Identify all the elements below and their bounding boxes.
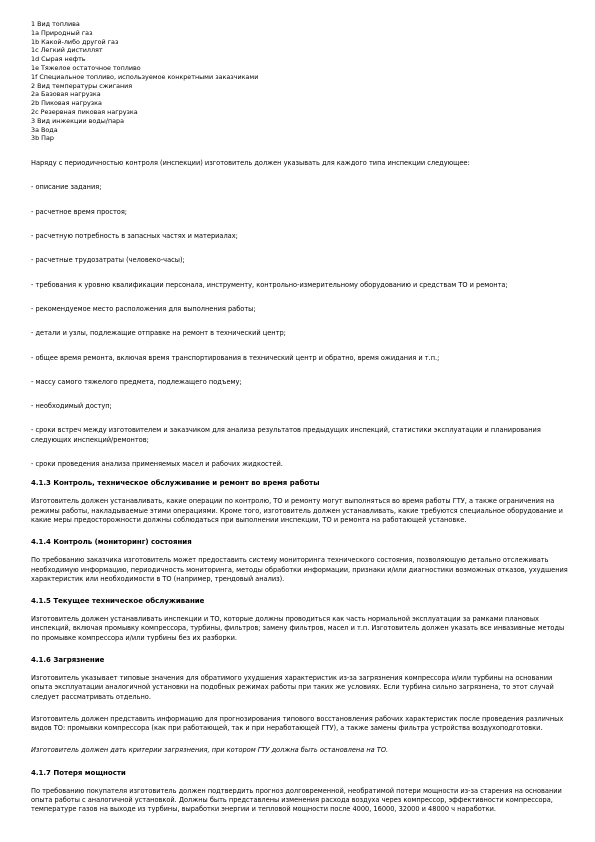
list-item: 2c Резервная пиковая нагрузка — [31, 107, 138, 116]
fuel-type-list — [31, 20, 571, 143]
section-heading: 4.1.5 Текущее техническое обслуживание — [31, 597, 205, 606]
section-paragraph: Изготовитель должен устанавливать инспекции и ТО, которые должны проводиться как часть нормальной эксплуатации за рамками плановых инспекций, включая промывку компрессора, турбины, фильтров; замену фильтров, масел и т.п. Изготовитель должен указать все инвазивные методы по промывке компрессора и/или турбины без их разборки. — [31, 615, 565, 642]
list-item: 3a Вода — [31, 125, 58, 134]
list-item: 2 Вид температуры сжигания — [31, 81, 133, 90]
bullet-item: - детали и узлы, подлежащие отправке на ремонт в технический центр; — [31, 329, 286, 338]
list-item: 1d Сырая нефть — [31, 55, 86, 64]
section-4-1-7 — [31, 769, 571, 815]
intro-paragraph: Наряду с периодичностью контроля (инспекции) изготовитель должен указывать для каждого типа инспекции следующее: — [31, 159, 470, 168]
bullet-item: - массу самого тяжелого предмета, подлежащего подъему; — [31, 377, 242, 386]
section-paragraph: Изготовитель указывает типовые значения для обратимого ухудшения характеристик из-за загрязнения компрессора и/или турбины на основании опыта эксплуатации аналогичной установки на подобных режимах работы при таких же условиях. Если турбина сильно загрязнена, то этот случай следует рассматривать отдельно. — [31, 673, 554, 701]
document-page — [31, 20, 571, 828]
section-4-1-6 — [31, 656, 571, 756]
bullet-item: - сроки проведения анализа применяемых масел и рабочих жидкостей. — [31, 460, 283, 469]
list-item: 2a Базовая нагрузка — [31, 90, 101, 99]
section-paragraph: Изготовитель должен устанавливать, какие операции по контролю, ТО и ремонту могут выполняться во время работы ГТУ, а также ограничения на режимы работы, накладываемые этими операциями. Кроме того, изготовитель должен устанавливать, какие требуются специальное оборудование и какие меры предосторожности должны соблюдаться при выполнении инспекции, ТО и ремонта на работающей установке. — [31, 497, 563, 524]
list-item: 2b Пиковая нагрузка — [31, 99, 102, 108]
section-italic-note: Изготовитель должен дать критерии загрязнения, при котором ГТУ должна быть остановлена на ТО. — [31, 746, 389, 755]
list-item: 1а Природный газ — [31, 28, 93, 37]
section-heading: 4.1.3 Контроль, техническое обслуживание и ремонт во время работы — [31, 479, 320, 488]
list-item: 1e Тяжелое остаточное топливо — [31, 63, 141, 72]
section-paragraph: Изготовитель должен представить информацию для прогнозирования типового восстановления рабочих характеристик после проведения различных видов ТО: промывки компрессора (как при работающей, так и при неработающей ГТУ), а также замены фильтра устройства воздухоподготовки. — [31, 714, 564, 733]
bullet-item: - описание задания; — [31, 183, 102, 192]
list-item: 3b Пар — [31, 134, 54, 143]
section-4-1-4 — [31, 538, 571, 584]
section-4-1-5 — [31, 597, 571, 643]
bullet-item: - рекомендуемое место расположения для выполнения работы; — [31, 304, 256, 313]
list-item: 1f Специальное топливо, используемое конкретными заказчиками — [31, 72, 259, 81]
list-item: 1b Какой-либо другой газ — [31, 37, 119, 46]
bullet-item: - необходимый доступ; — [31, 402, 112, 411]
bullet-item: - требования к уровню квалификации персонала, инструменту, контрольно-измерительному оборудованию и средствам ТО и ремонта; — [31, 280, 508, 289]
list-item: 1 Вид топлива — [31, 20, 80, 28]
section-heading: 4.1.7 Потеря мощности — [31, 768, 126, 777]
bullet-item: - расчетные трудозатраты (человеко-часы); — [31, 256, 185, 265]
bullet-item: - сроки встреч между изготовителем и заказчиком для анализа результатов предыдущих инспекций, статистики эксплуатации и планирования следующих инспекций/ремонтов; — [31, 426, 541, 444]
bullet-item: - общее время ремонта, включая время транспортирования в технический центр и обратно, время ожидания и т.п.; — [31, 353, 440, 362]
bullet-item: - расчетную потребность в запасных частях и материалах; — [31, 232, 238, 241]
section-paragraph: По требованию заказчика изготовитель может предоставить систему мониторинга технического состояния, позволяющую детально отслеживать необходимую информацию, периодичность мониторинга, методы обработки информации, признаки и/или диагностики возможных отказов, ухудшения характеристик или необходимости в ТО (например, трендовый анализ). — [31, 556, 568, 583]
bullet-item: - расчетное время простоя; — [31, 207, 128, 216]
inspection-requirements-list — [31, 183, 571, 469]
list-item: 3 Вид инжекции воды/пара — [31, 116, 125, 125]
section-heading: 4.1.6 Загрязнение — [31, 655, 105, 664]
section-heading: 4.1.4 Контроль (мониторинг) состояния — [31, 538, 192, 547]
list-item: 1c Легкий дистиллят — [31, 46, 103, 55]
section-paragraph: По требованию покупателя изготовитель должен подтвердить прогноз долговременной, необратимой потери мощности из-за старения на основании опыта работы с аналогичной установкой. Должны быть представлены изменения расхода воздуха через компрессор, эффективности компрессора, температуре газов на выходе из турбины, выработки энергии и тепловой мощности после 4000, 16000, 32000 и 48000 ч наработки. — [31, 786, 562, 814]
section-4-1-3 — [31, 479, 571, 525]
